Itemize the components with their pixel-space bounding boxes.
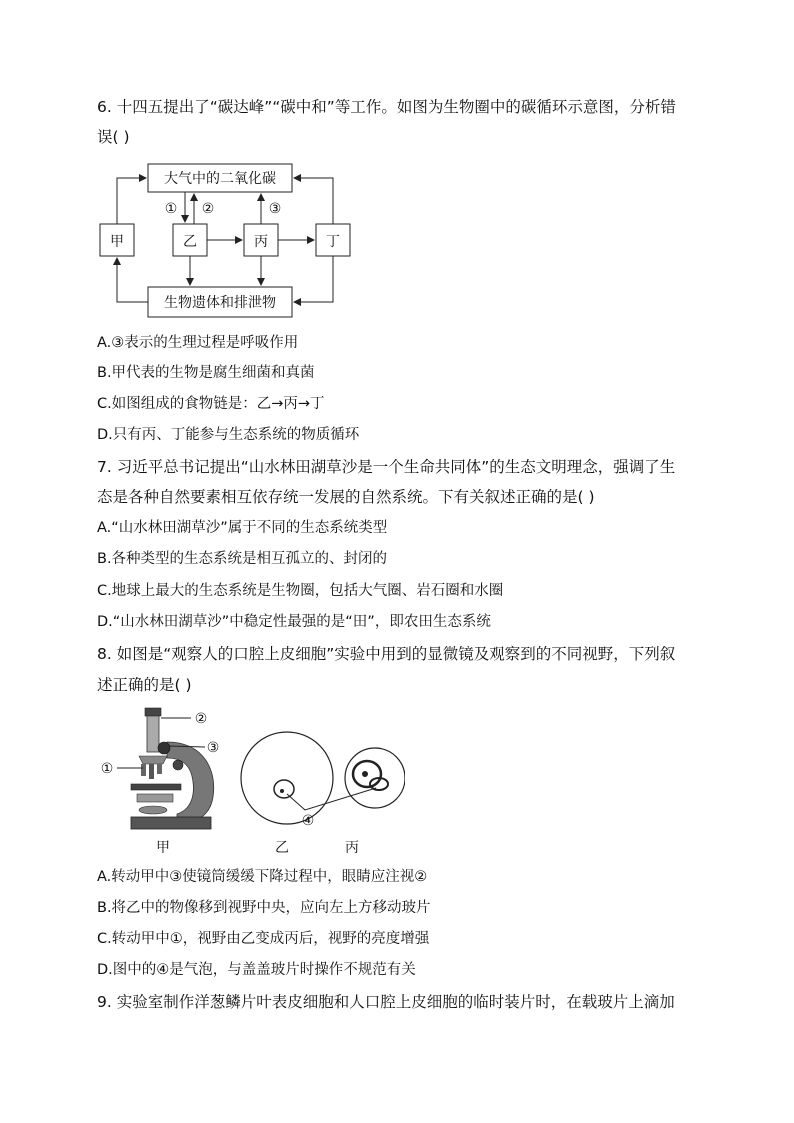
view-yi-circle <box>241 732 333 824</box>
q7-option-d[interactable]: D.“山水林田湖草沙”中稳定性最强的是“田”，即农田生态系统 <box>97 614 491 630</box>
marker-3: ③ <box>268 201 282 217</box>
q6-option-b[interactable]: B.甲代表的生物是腐生细菌和真菌 <box>97 365 315 381</box>
marker-3: ③ <box>206 740 220 756</box>
q8-stem-line2: 述正确的是( ) <box>97 676 192 694</box>
jia-label: 甲 <box>110 234 124 250</box>
microscope-figure <box>95 702 405 860</box>
q6-option-d[interactable]: D.只有丙、丁能参与生态系统的物质循环 <box>97 427 360 443</box>
label-yi: 乙 <box>275 840 289 856</box>
carbon-cycle-diagram <box>95 160 365 322</box>
ding-label: 丁 <box>326 234 340 250</box>
q6-option-c[interactable]: C.如图组成的食物链是：乙→丙→丁 <box>97 396 325 412</box>
q7-stem-line2: 态是各种自然要素相互依存统一发展的自然系统。下有关叙述正确的是( ) <box>97 488 595 506</box>
q7-option-c[interactable]: C.地球上最大的生态系统是生物圈，包括大气圈、岩石圈和水圈 <box>97 583 504 599</box>
q8-option-d[interactable]: D.图中的④是气泡，与盖盖玻片时操作不规范有关 <box>97 962 416 978</box>
q9-stem-line1: 9. 实验室制作洋葱鳞片叶表皮细胞和人口腔上皮细胞的临时装片时，在载玻片上滴加 <box>97 993 675 1011</box>
q8-option-b[interactable]: B.将乙中的物像移到视野中央，应向左上方移动玻片 <box>97 900 431 916</box>
marker-1: ① <box>164 201 178 217</box>
remains-label: 生物遗体和排泄物 <box>164 295 276 311</box>
label-bing: 丙 <box>345 840 359 856</box>
q7-option-b[interactable]: B.各种类型的生态系统是相互孤立的、封闭的 <box>97 551 388 567</box>
q8-option-c[interactable]: C.转动甲中①，视野由乙变成丙后，视野的亮度增强 <box>97 931 430 947</box>
marker-4: ④ <box>301 813 315 829</box>
q8-stem-line1: 8. 如图是“观察人的口腔上皮细胞”实验中用到的显微镜及观察到的不同视野，下列叙 <box>97 645 676 663</box>
yi-label: 乙 <box>183 234 197 250</box>
q7-option-a[interactable]: A.“山水林田湖草沙”属于不同的生态系统类型 <box>97 520 388 536</box>
q6-stem-line1: 6. 十四五提出了“碳达峰”“碳中和”等工作。如图为生物圈中的碳循环示意图，分析错 <box>97 98 676 116</box>
q8-option-a[interactable]: A.转动甲中③使镜筒缓缓下降过程中，眼睛应注视② <box>97 869 428 885</box>
marker-2: ② <box>201 201 215 217</box>
marker-2: ② <box>194 711 208 727</box>
bing-label: 丙 <box>254 234 268 250</box>
q6-option-a[interactable]: A.③表示的生理过程是呼吸作用 <box>97 335 299 351</box>
q7-stem-line1: 7. 习近平总书记提出“山水林田湖草沙是一个生命共同体”的生态文明理念，强调了生 <box>97 458 676 476</box>
atmosphere-label: 大气中的二氧化碳 <box>164 171 276 187</box>
label-jia: 甲 <box>156 840 170 856</box>
q6-stem-line2: 误( ) <box>97 128 130 146</box>
marker-1: ① <box>100 761 114 777</box>
